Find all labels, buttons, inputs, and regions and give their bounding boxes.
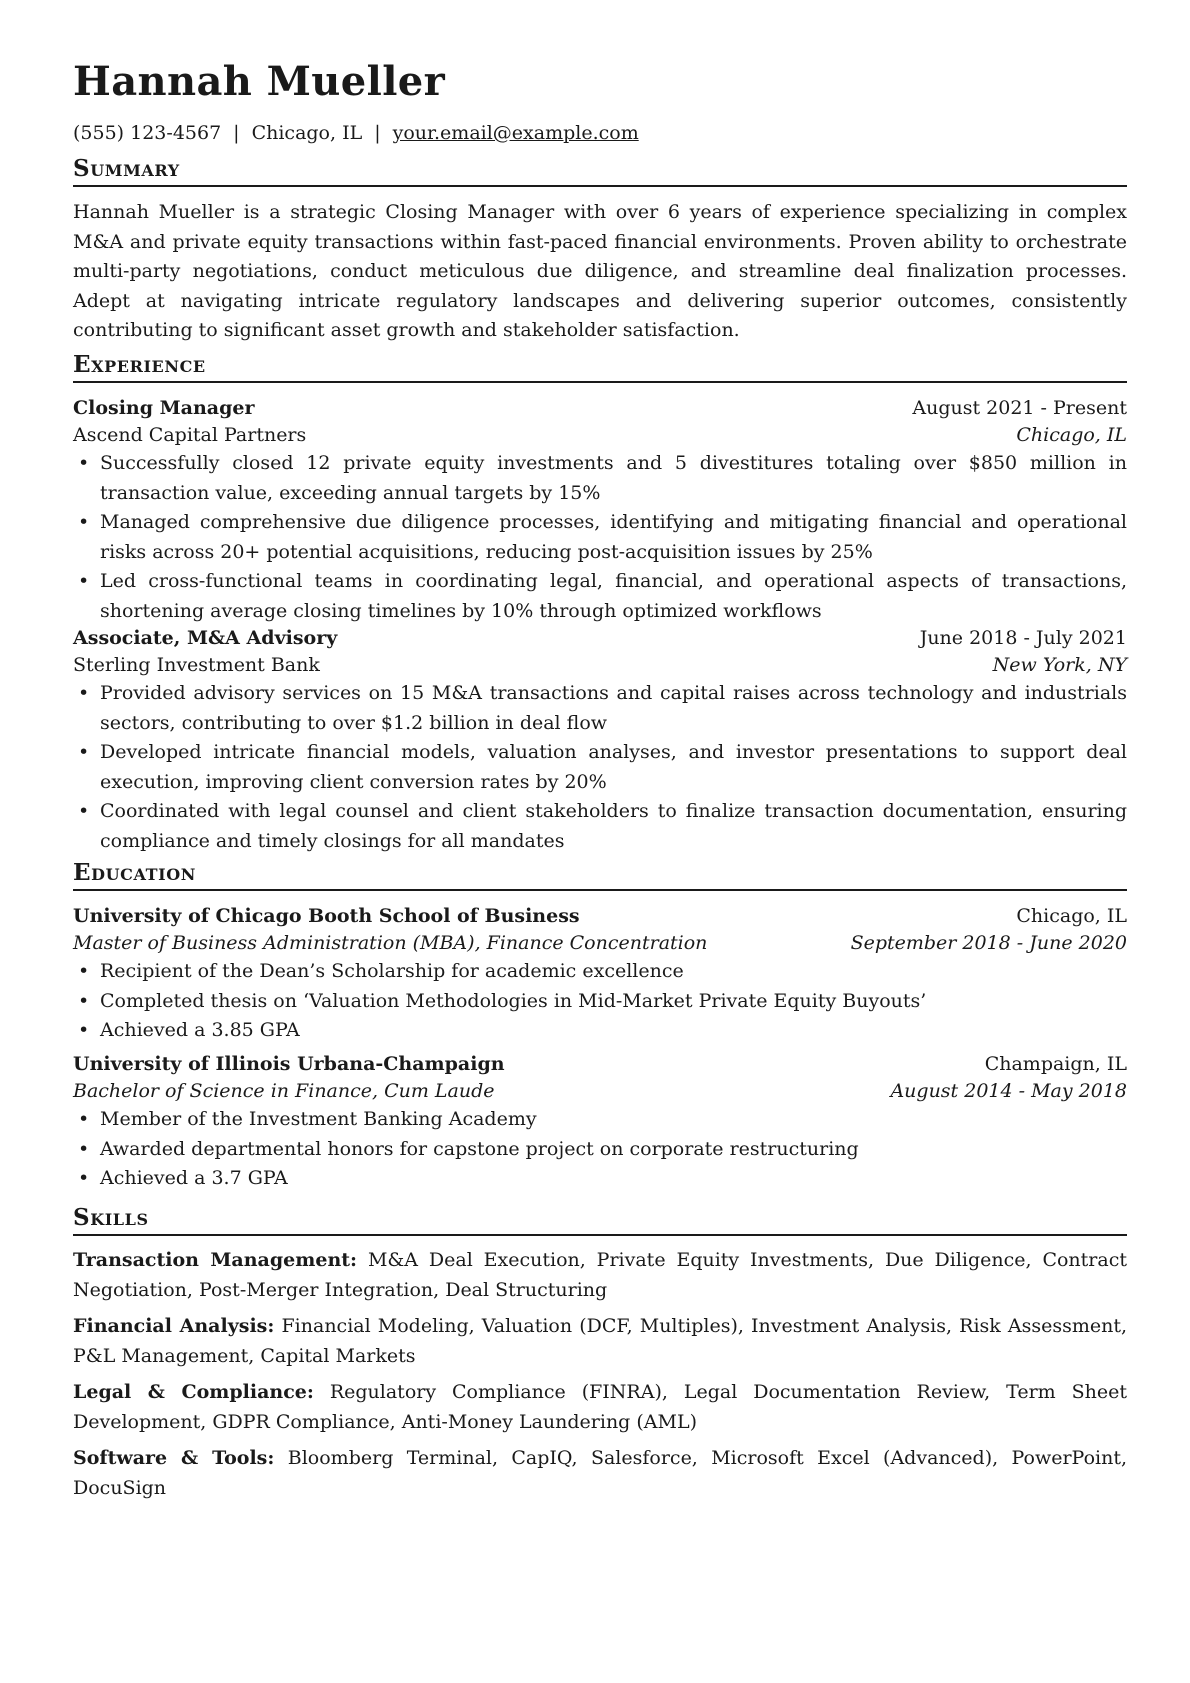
list-item-text: Member of the Investment Banking Academy xyxy=(100,1108,537,1130)
list-item xyxy=(73,567,1127,626)
skill-group xyxy=(73,1444,1127,1503)
section-title-summary: Summary xyxy=(73,155,1127,187)
list-item xyxy=(73,1105,1127,1135)
skill-text: Financial Modeling, Valuation (DCF, Multiples), Investment Analysis, Risk Assessment, P&L Management, Capital Markets xyxy=(73,1315,1128,1367)
list-item xyxy=(73,957,1127,987)
list-item-text: Managed comprehensive due diligence processes, identifying and mitigating financial and operational risks across 20+ potential acquisitions, reducing post-acquisition issues by 25% xyxy=(100,511,1127,563)
degree: Master of Business Administration (MBA), Finance Concentration xyxy=(73,932,708,954)
job-location: Chicago, IL xyxy=(1016,424,1127,446)
job-header xyxy=(73,394,1127,423)
bullet-glyph: • xyxy=(78,511,90,533)
bullet-glyph: • xyxy=(78,570,90,592)
school-header xyxy=(73,902,1127,931)
skill-text: Bloomberg Terminal, CapIQ, Salesforce, Microsoft Excel (Advanced), PowerPoint, DocuSign xyxy=(73,1447,1127,1499)
school-bullets xyxy=(73,1105,1127,1194)
job-role: Associate, M&A Advisory xyxy=(73,627,338,649)
list-item xyxy=(73,987,1127,1017)
skill-group xyxy=(73,1246,1127,1305)
bullet-glyph: • xyxy=(78,1137,90,1160)
bullet-glyph: • xyxy=(78,682,90,704)
section-title-education: Education xyxy=(73,859,1127,891)
school-header xyxy=(73,1050,1127,1079)
bullet-glyph: • xyxy=(78,989,90,1012)
list-item-text: Awarded departmental honors for capstone project on corporate restructuring xyxy=(100,1137,859,1160)
skill-label: Legal & Compliance: xyxy=(73,1381,314,1403)
school-name: University of Illinois Urbana-Champaign xyxy=(73,1053,505,1075)
skill-label: Financial Analysis: xyxy=(73,1315,275,1337)
list-item xyxy=(73,797,1127,856)
bullet-glyph: • xyxy=(78,452,90,474)
list-item-text: Provided advisory services on 15 M&A transactions and capital raises across technology and industrials sectors, contributing to over $1.2 billion in deal flow xyxy=(100,682,1127,734)
list-item xyxy=(73,679,1127,738)
job-header xyxy=(73,624,1127,653)
contact-line xyxy=(73,122,639,144)
bullet-glyph: • xyxy=(78,1108,90,1130)
school-subheader xyxy=(73,929,1127,958)
list-item xyxy=(73,1135,1127,1165)
school-dates: August 2014 - May 2018 xyxy=(890,1080,1127,1102)
list-item-text: Recipient of the Dean’s Scholarship for academic excellence xyxy=(100,960,684,982)
list-item-text: Completed thesis on ‘Valuation Methodologies in Mid-Market Private Equity Buyouts’ xyxy=(100,989,927,1012)
section-title-experience: Experience xyxy=(73,351,1127,383)
school-name: University of Chicago Booth School of Business xyxy=(73,905,580,927)
school-location: Chicago, IL xyxy=(1016,905,1127,927)
list-item-text: Achieved a 3.85 GPA xyxy=(100,1019,300,1041)
contact-separator: | xyxy=(374,122,381,144)
list-item-text: Developed intricate financial models, valuation analyses, and investor presentations to support deal execution, improving client conversion rates by 20% xyxy=(100,741,1127,793)
list-item xyxy=(73,1164,1127,1194)
skill-text: Regulatory Compliance (FINRA), Legal Documentation Review, Term Sheet Development, GDPR Compliance, Anti-Money Laundering (AML) xyxy=(73,1381,1128,1433)
skill-text: M&A Deal Execution, Private Equity Investments, Due Diligence, Contract Negotiation, Post-Merger Integration, Deal Structuring xyxy=(73,1249,1127,1301)
candidate-name: Hannah Mueller xyxy=(73,58,446,105)
list-item xyxy=(73,449,1127,508)
school-subheader xyxy=(73,1077,1127,1106)
list-item xyxy=(73,508,1127,567)
bullet-glyph: • xyxy=(78,1019,90,1041)
email-link[interactable]: your.email@example.com xyxy=(392,122,639,144)
job-dates: August 2021 - Present xyxy=(912,397,1127,419)
job-subheader xyxy=(73,651,1127,680)
degree: Bachelor of Science in Finance, Cum Laude xyxy=(73,1080,495,1102)
skill-group xyxy=(73,1312,1127,1371)
list-item-text: Coordinated with legal counsel and client stakeholders to finalize transaction documentation, ensuring compliance and timely closings for all mandates xyxy=(100,800,1127,852)
list-item-text: Achieved a 3.7 GPA xyxy=(100,1167,288,1189)
location: Chicago, IL xyxy=(251,122,363,144)
job-company: Sterling Investment Bank xyxy=(73,654,320,676)
list-item-text: Successfully closed 12 private equity investments and 5 divestitures totaling over $850 million in transaction value, exceeding annual targets by 15% xyxy=(100,452,1127,504)
school-dates: September 2018 - June 2020 xyxy=(850,932,1127,954)
skill-label: Software & Tools: xyxy=(73,1447,275,1469)
summary-text: Hannah Mueller is a strategic Closing Manager with over 6 years of experience specializing in complex M&A and private equity transactions within fast-paced financial environments. Proven ability to orchestrate multi-party negotiations, conduct meticulous due diligence, and streamline deal finalization processes. Adept at navigating intricate regulatory landscapes and delivering superior outcomes, consistently contributing to significant asset growth and stakeholder satisfaction. xyxy=(73,201,1127,341)
bullet-glyph: • xyxy=(78,800,90,822)
job-dates: June 2018 - July 2021 xyxy=(919,627,1127,649)
phone-number: (555) 123-4567 xyxy=(73,122,222,144)
job-company: Ascend Capital Partners xyxy=(73,424,307,446)
skill-group xyxy=(73,1378,1127,1437)
job-bullets xyxy=(73,679,1127,856)
job-location: New York, NY xyxy=(992,654,1127,676)
job-bullets xyxy=(73,449,1127,626)
contact-separator: | xyxy=(233,122,240,144)
school-bullets xyxy=(73,957,1127,1046)
list-item-text: Led cross-functional teams in coordinating legal, financial, and operational aspects of transactions, shortening average closing timelines by 10% through optimized workflows xyxy=(100,570,1127,622)
list-item xyxy=(73,1016,1127,1046)
job-role: Closing Manager xyxy=(73,397,255,419)
bullet-glyph: • xyxy=(78,960,90,982)
section-title-skills: Skills xyxy=(73,1204,1127,1236)
skill-label: Transaction Management: xyxy=(73,1249,358,1271)
list-item xyxy=(73,738,1127,797)
bullet-glyph: • xyxy=(78,741,90,763)
job-subheader xyxy=(73,421,1127,450)
bullet-glyph: • xyxy=(78,1167,90,1189)
school-location: Champaign, IL xyxy=(984,1053,1127,1075)
